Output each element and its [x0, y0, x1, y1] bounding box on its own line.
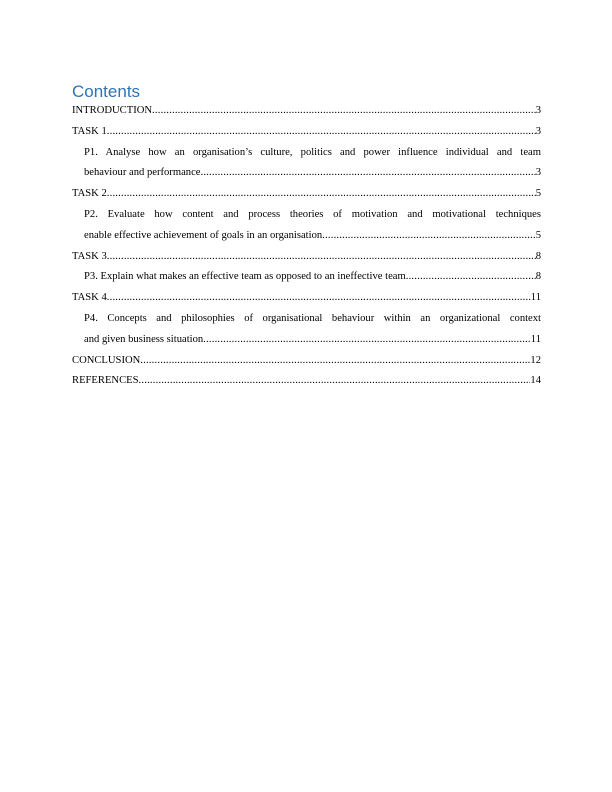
toc-entry-page: 5	[535, 229, 541, 241]
toc-entry-introduction[interactable]	[72, 101, 541, 122]
toc-entry-title: P3. Explain what makes an effective team as opposed to an ineffective team	[84, 271, 406, 283]
toc-entry-title: INTRODUCTION	[72, 105, 153, 116]
toc-leader-dots	[200, 163, 535, 184]
toc-entry-title-line1: P1. Analyse how an organisation’s culture, politics and power influence individual and team	[84, 146, 541, 158]
toc-entry-p1[interactable]	[84, 143, 541, 185]
toc-entry-task-2[interactable]	[72, 184, 541, 205]
toc-entry-title-line2: and given business situation	[84, 333, 204, 345]
toc-entry-page: 8	[535, 271, 541, 283]
toc-entry-page: 5	[535, 188, 541, 200]
toc-entry-title: TASK 1	[72, 125, 107, 137]
toc-entry-page: 3	[535, 167, 541, 179]
toc-entry-conclusion[interactable]	[72, 351, 541, 372]
toc-leader-dots	[322, 226, 536, 247]
toc-entry-title: CONCLUSION	[72, 354, 141, 366]
contents-heading: Contents	[72, 82, 141, 101]
toc-entry-title-line1: P2. Evaluate how content and process theories of motivation and motivational techniques	[84, 208, 541, 220]
toc-entry-page: 11	[530, 333, 541, 345]
toc-entry-title: REFERENCES	[72, 375, 139, 387]
toc-entry-p3[interactable]	[84, 267, 541, 288]
toc-entry-title: TASK 3	[72, 250, 107, 262]
toc-leader-dots	[107, 122, 536, 143]
toc-entry-title-line1: P4. Concepts and philosophies of organisational behaviour within an organizational context	[84, 312, 541, 324]
toc-entry-task-1[interactable]	[72, 122, 541, 143]
toc-entry-p2[interactable]	[84, 205, 541, 247]
toc-entry-references[interactable]	[72, 371, 541, 392]
toc-leader-dots	[406, 267, 536, 288]
toc-entry-page: 12	[530, 354, 541, 366]
toc-entry-page: 3	[535, 125, 541, 137]
toc-entry-page: 3	[535, 105, 541, 116]
toc-entry-title-line2: enable effective achievement of goals in an organisation	[84, 229, 323, 241]
toc-entry-page: 11	[530, 292, 541, 304]
toc-entry-title: TASK 2	[72, 188, 107, 200]
toc-leader-dots	[152, 101, 536, 122]
toc-entry-task-3[interactable]	[72, 247, 541, 268]
toc-entry-page: 8	[535, 250, 541, 262]
toc-entry-page: 14	[530, 375, 541, 387]
toc-entry-title-line2: behaviour and performance	[84, 167, 201, 179]
toc-leader-dots	[140, 351, 530, 372]
toc-leader-dots	[107, 184, 536, 205]
toc-leader-dots	[203, 330, 531, 351]
toc-leader-dots	[107, 247, 536, 268]
toc-leader-dots	[107, 288, 531, 309]
toc-entry-p4[interactable]	[84, 309, 541, 351]
table-of-contents	[72, 101, 541, 392]
toc-entry-task-4[interactable]	[72, 288, 541, 309]
toc-entry-title: TASK 4	[72, 292, 107, 304]
toc-leader-dots	[139, 371, 531, 392]
